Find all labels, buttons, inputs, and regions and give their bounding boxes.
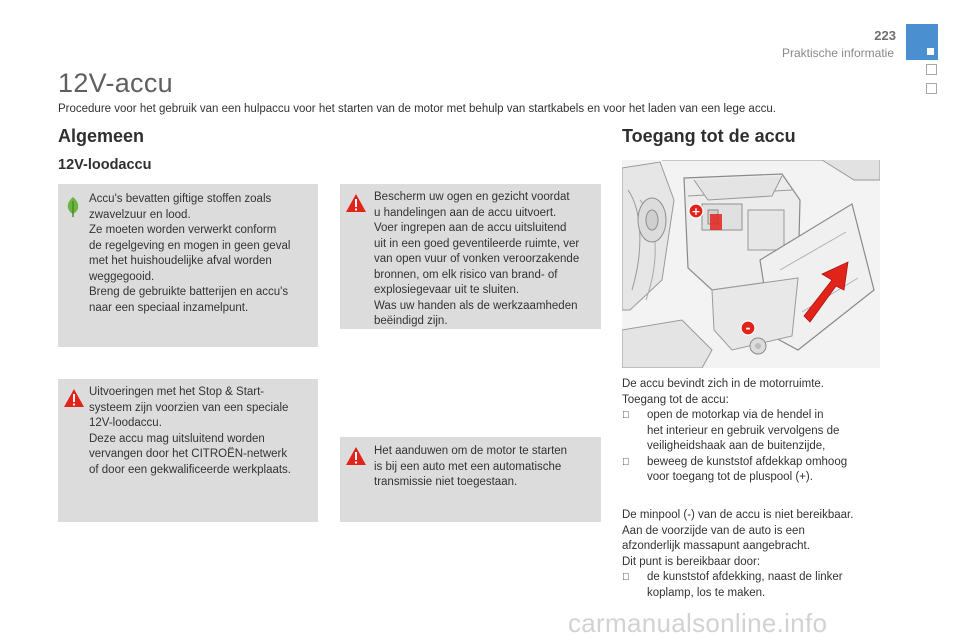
- warning-icon: [345, 446, 367, 466]
- bullet-icon: [622, 570, 630, 586]
- bullet-icon: [622, 408, 630, 424]
- chapter-tab[interactable]: [926, 83, 937, 94]
- page-title: 12V-accu: [58, 68, 173, 98]
- warning-icon: [345, 193, 367, 213]
- page-intro: Procedure voor het gebruik van een hulpaccu voor het starten van de motor met behulp van startkabels en voor het laden van een lege accu.: [58, 103, 776, 115]
- panel-text: Uitvoeringen met het Stop & Start- systeem zijn voorzien van een speciale 12V-loodaccu. Deze accu mag uitsluitend worden vervangen door het CITROËN-netwerk of door een gekwalificeerde werkplaats.: [89, 386, 292, 476]
- warning-panel-protection: [340, 184, 601, 329]
- warning-panel-towing: [340, 437, 601, 522]
- warning-panel-stopstart: [58, 379, 318, 522]
- list-item: open de motorkap via de hendel in het interieur en gebruik vervolgens de veiligheidshaak aan de buitenzijde,: [622, 408, 892, 455]
- list-item: de kunststof afdekking, naast de linker koplamp, los te maken.: [622, 570, 892, 601]
- panel-text: Bescherm uw ogen en gezicht voordat u handelingen aan de accu uitvoert. Voer ingrepen aan de accu uitsluitend uit in een goed geventileerde ruimte, ver van open vuur of vonken veroorzakende bronnen, om elk risico van brand- of explosiegevaar uit te sluiten. Was uw handen als de werkzaamheden beëindigd zijn.: [374, 191, 580, 327]
- subheading-battery: 12V-loodaccu: [58, 157, 152, 173]
- panel-text: Het aanduwen om de motor te starten is bij een auto met een automatische transmissie niet toegestaan.: [374, 445, 568, 488]
- info-panel-recycle: [58, 184, 318, 347]
- section-name: Praktische informatie: [781, 46, 894, 60]
- panel-text: Accu's bevatten giftige stoffen zoals zwavelzuur en lood. Ze moeten worden verwerkt conform de regelgeving en mogen in geen geval met het huishoudelijke afval worden weggegooid. Breng de gebruikte batterijen en accu's naar een speciaal inzamelpunt.: [89, 193, 291, 314]
- engine-bay-illustration: [622, 160, 880, 368]
- access-instructions: De accu bevindt zich in de motorruimte. Toegang tot de accu: open de motorkap via de hendel in het interieur en gebruik vervolgens de veiligheidshaak aan de buitenzijde, beweeg de kunststof afdekkap omhoog voor toegang tot de pluspool (+).: [622, 377, 892, 486]
- chapter-tab[interactable]: [926, 64, 937, 75]
- list-item: beweeg de kunststof afdekkap omhoog voor toegang tot de pluspool (+).: [622, 455, 892, 486]
- positive-terminal-label: +: [691, 205, 701, 218]
- warning-icon: [63, 388, 85, 408]
- page-number: 223: [874, 28, 896, 43]
- negative-terminal-instructions: De minpool (-) van de accu is niet bereikbaar. Aan de voorzijde van de auto is een afzonderlijk massapunt aangebracht. Dit punt is bereikbaar door: de kunststof afdekking, naast de linker koplamp, los te maken.: [622, 508, 892, 601]
- negative-terminal-label: -: [745, 321, 751, 335]
- tab-dot-icon: [927, 48, 934, 55]
- heading-general: Algemeen: [58, 126, 145, 146]
- watermark: carmanualsonline.info: [568, 608, 828, 638]
- engine-bay-photo: [622, 160, 880, 368]
- leaf-icon: [64, 196, 82, 218]
- heading-battery-access: Toegang tot de accu: [622, 126, 796, 146]
- chapter-tab-active[interactable]: [906, 24, 938, 60]
- bullet-icon: [622, 455, 630, 471]
